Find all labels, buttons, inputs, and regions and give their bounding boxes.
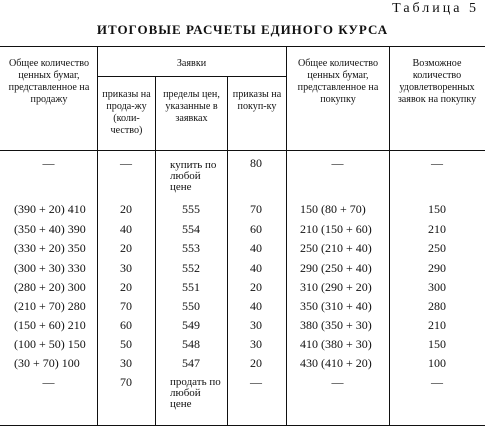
table-cell: 30 [250, 318, 262, 332]
table-cell: 250 [428, 241, 446, 255]
table-cell: — [331, 375, 344, 389]
table-cell: 30 [120, 261, 132, 275]
table-cell: (330 + 20) 350 [14, 241, 86, 255]
table-cell: 70 [120, 299, 132, 313]
table-cell: 70 [120, 375, 132, 389]
table-cell: 20 [250, 356, 262, 370]
table-cell: — [42, 156, 55, 170]
table-cell: 553 [182, 241, 200, 255]
table-cell: (150 + 60) 210 [14, 318, 86, 332]
table-cell: 40 [250, 299, 262, 313]
table-cell: 30 [120, 356, 132, 370]
table-cell: (30 + 70) 100 [14, 356, 80, 370]
header-total-for-buy: Общее количество ценных бумаг, представленное на покупку [297, 57, 379, 105]
table-cell: 554 [182, 222, 200, 236]
table-cell: 20 [120, 241, 132, 255]
header-buy-orders: приказы на покуп-ку [232, 88, 282, 112]
table-cell: 60 [120, 318, 132, 332]
table-cell: 548 [182, 337, 200, 351]
table-cell: 552 [182, 261, 200, 275]
table-cell: 150 [428, 202, 446, 216]
table-cell: 210 [428, 318, 446, 332]
table-cell: 20 [120, 202, 132, 216]
table-cell: продать по любой цене [170, 376, 221, 410]
table-cell: (300 + 30) 330 [14, 261, 86, 275]
col-divider-4 [286, 46, 287, 426]
table-cell: 40 [250, 241, 262, 255]
table-cell: 80 [250, 156, 262, 170]
table-cell: 310 (290 + 20) [300, 280, 372, 294]
header-possible-satisfied: Возможное количество удовлетворенных заявок на покупку [397, 57, 477, 105]
header-total-for-sale: Общее количество ценных бумаг, представленное на продажу [8, 57, 90, 105]
table-cell: — [120, 156, 132, 170]
table-cell: — [431, 375, 443, 389]
table-cell: 380 (350 + 30) [300, 318, 372, 332]
header-bottom-rule [0, 150, 485, 151]
table-top-rule [0, 46, 485, 47]
header-sell-orders: приказы на прода-жу (коли-чество) [102, 88, 151, 136]
table-cell: 547 [182, 356, 200, 370]
table-cell: 210 [428, 222, 446, 236]
table-title: ИТОГОВЫЕ РАСЧЕТЫ ЕДИНОГО КУРСА [96, 22, 389, 37]
table-bottom-rule [0, 425, 485, 426]
table-cell: 40 [120, 222, 132, 236]
table-cell: 150 (80 + 70) [300, 202, 366, 216]
table-cell: — [431, 156, 443, 170]
table-cell: 555 [182, 202, 200, 216]
header-price-limits: пределы цен, указанные в заявках [163, 88, 220, 124]
table-cell: 150 [428, 337, 446, 351]
table-cell: — [250, 375, 262, 389]
table-cell: (390 + 20) 410 [14, 202, 86, 216]
table-cell: (350 + 40) 390 [14, 222, 86, 236]
col-divider-3 [227, 76, 228, 426]
table-cell: 551 [182, 280, 200, 294]
table-cell: — [42, 375, 55, 389]
table-cell: 250 (210 + 40) [300, 241, 372, 255]
table-cell: 430 (410 + 20) [300, 356, 372, 370]
table-cell: купить по любой цене [170, 159, 217, 193]
header-zayavki: Заявки [176, 57, 207, 69]
table-cell: 70 [250, 202, 262, 216]
table-cell: 410 (380 + 30) [300, 337, 372, 351]
table-cell: 20 [120, 280, 132, 294]
table-cell: 100 [428, 356, 446, 370]
table-cell: 210 (150 + 60) [300, 222, 372, 236]
table-cell: 60 [250, 222, 262, 236]
table-cell: 290 (250 + 40) [300, 261, 372, 275]
table-cell: (100 + 50) 150 [14, 337, 86, 351]
table-cell: 30 [250, 337, 262, 351]
table-cell: 290 [428, 261, 446, 275]
table-cell: — [331, 156, 344, 170]
table-cell: 550 [182, 299, 200, 313]
table-cell: (280 + 20) 300 [14, 280, 86, 294]
zayavki-underline [97, 76, 286, 77]
table-cell: 50 [120, 337, 132, 351]
table-cell: (210 + 70) 280 [14, 299, 86, 313]
table-cell: 280 [428, 299, 446, 313]
table-cell: 20 [250, 280, 262, 294]
table-cell: 40 [250, 261, 262, 275]
table-cell: 300 [428, 280, 446, 294]
table-cell: 549 [182, 318, 200, 332]
table-cell: 350 (310 + 40) [300, 299, 372, 313]
table-label: Таблица 5 [392, 1, 479, 16]
